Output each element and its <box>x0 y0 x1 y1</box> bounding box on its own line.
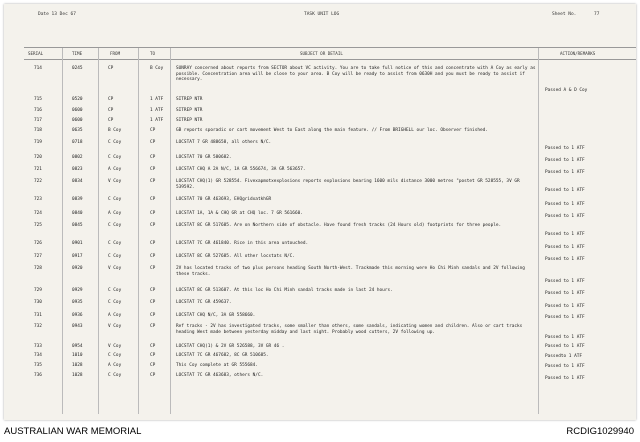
cell-to: CP <box>150 211 156 216</box>
cell-from: V Coy <box>108 324 122 329</box>
cell-time: 0520 <box>72 97 83 102</box>
cell-time: 0935 <box>72 300 83 305</box>
cell-from: A Coy <box>108 167 122 172</box>
cell-action: Passed to 1 ATF <box>545 202 585 207</box>
cell-subject: GB reports sporadic or cart movement West to East along the main feature. // From BRIGHELL our loc. Observer finished. <box>176 128 488 133</box>
cell-to: CP <box>150 179 156 184</box>
cell-subject: SITREP NTR <box>176 97 203 102</box>
col-header-time: TIME <box>72 51 83 56</box>
cell-subject: SITREP NTR <box>176 108 203 113</box>
cell-to: CP <box>150 363 156 368</box>
log-row <box>4 241 636 251</box>
cell-to: CP <box>150 288 156 293</box>
cell-action: Passed to 1 ATF <box>545 376 585 381</box>
footer-right: RCDIG1029940 <box>566 426 634 437</box>
cell-serial: 734 <box>34 353 42 358</box>
cell-serial: 725 <box>34 223 42 228</box>
cell-action: Passed to 1 ATF <box>545 315 585 320</box>
cell-action: Passed to 1 ATF <box>545 170 585 175</box>
cell-from: A Coy <box>108 313 122 318</box>
cell-from: C Coy <box>108 254 122 259</box>
header-rule-bottom <box>24 59 636 60</box>
cell-from: CP <box>108 66 114 71</box>
cell-time: 0600 <box>72 118 83 123</box>
cell-subject: SUNRAY concerned about reports from SECTOR about VC activity. You are to take full notice of this and concentrate with A Coy as early as possible. Concentration area will be close to your area. B Coy will be ready to assist from 0630H and you must be ready to assist if necessary. <box>176 66 536 83</box>
cell-to: CP <box>150 140 156 145</box>
cell-time: 0917 <box>72 254 83 259</box>
cell-from: C Coy <box>108 155 122 160</box>
cell-serial: 732 <box>34 324 42 329</box>
cell-to: CP <box>150 353 156 358</box>
cell-time: 0839 <box>72 197 83 202</box>
cell-to: CP <box>150 266 156 271</box>
cell-time: 0929 <box>72 288 83 293</box>
cell-time: 0718 <box>72 140 83 145</box>
cell-subject: LOCSTAT 70 GR 580682. <box>176 155 232 160</box>
col-header-subject: SUBJECT OR DETAIL <box>300 51 343 56</box>
log-row <box>4 211 636 221</box>
cell-from: V Coy <box>108 344 122 349</box>
cell-time: 0245 <box>72 66 83 71</box>
cell-from: CP <box>108 118 114 123</box>
log-row <box>4 167 636 177</box>
cell-subject: LOCSTAT CHQ A 2A N/C, 1A GR 556674, 3A GR 563657. <box>176 167 306 172</box>
cell-subject: LOCSTAT 1A, 1A & CHQ GR at CHQ loc. 7 GR 561660. <box>176 211 303 216</box>
cell-to: CP <box>150 324 156 329</box>
cell-to: 1 ATF <box>150 97 164 102</box>
log-row <box>4 140 636 150</box>
cell-serial: 716 <box>34 108 42 113</box>
cell-serial: 715 <box>34 97 42 102</box>
cell-time: 1028 <box>72 363 83 368</box>
cell-subject: LOCSTAT 7C GR 463683, others N/C. <box>176 373 264 378</box>
cell-from: A Coy <box>108 211 122 216</box>
cell-time: 0943 <box>72 324 83 329</box>
log-row <box>4 363 636 373</box>
cell-subject: LOCSTAT CHQ N/C, 3A GR 558660. <box>176 313 256 318</box>
cell-action: Passed to 1 ATF <box>545 188 585 193</box>
cell-subject: LOCSTAT 8C GR 513687. At this loc Ho Chi Minh sandal tracks made in last 24 hours. <box>176 288 393 293</box>
cell-action: Passed to 1 ATF <box>545 364 585 369</box>
log-row <box>4 300 636 310</box>
cell-from: C Coy <box>108 197 122 202</box>
sheet-number: 77 <box>594 12 600 17</box>
cell-action: Passed A & D Coy <box>545 88 588 93</box>
cell-subject: LOCSTAT 8C GR 517685. Are on Northern side of obstacle. Have found fresh tracks (24 Hours old) footprints for three people. <box>176 223 502 228</box>
log-sheet <box>4 4 636 420</box>
date-label: Date 13 Dec 67 <box>38 12 76 17</box>
col-header-from: FROM <box>110 51 121 56</box>
cell-action: Passed to 1 ATF <box>545 245 585 250</box>
cell-to: CP <box>150 300 156 305</box>
cell-from: C Coy <box>108 300 122 305</box>
cell-time: 0840 <box>72 211 83 216</box>
cell-action: Passed to 1 ATF <box>545 304 585 309</box>
log-row <box>4 108 636 118</box>
log-row <box>4 97 636 107</box>
cell-action: Passed to 1 ATF <box>545 257 585 262</box>
cell-action: Passed to 1 ATF <box>545 232 585 237</box>
cell-time: 0834 <box>72 179 83 184</box>
cell-from: B Coy <box>108 128 122 133</box>
cell-to: CP <box>150 313 156 318</box>
log-row <box>4 128 636 138</box>
cell-serial: 735 <box>34 363 42 368</box>
cell-action: Passed to 1 ATF <box>545 344 585 349</box>
log-row <box>4 373 636 383</box>
footer-left: AUSTRALIAN WAR MEMORIAL <box>4 426 142 437</box>
log-row <box>4 179 636 193</box>
cell-serial: 721 <box>34 167 42 172</box>
cell-to: CP <box>150 128 156 133</box>
cell-from: C Coy <box>108 241 122 246</box>
cell-serial: 728 <box>34 266 42 271</box>
cell-to: CP <box>150 254 156 259</box>
log-row <box>4 223 636 237</box>
cell-subject: Ref tracks - 2V has investigated tracks, some smaller than others, some sandals, indicating women and children. Also or cart tracks heading West made between yesterday midday and last night. Probably wood cutters, 2V following up. <box>176 324 523 335</box>
cell-subject: LOCSTAT 8C GR 527685. All other locstats N/C. <box>176 254 295 259</box>
cell-time: 0600 <box>72 108 83 113</box>
sheet-label: Sheet No. <box>552 12 577 17</box>
cell-time: 0954 <box>72 344 83 349</box>
cell-time: 0901 <box>72 241 83 246</box>
cell-action: Passed to 1 ATF <box>545 214 585 219</box>
cell-time: 0802 <box>72 155 83 160</box>
col-header-to: TO <box>150 51 156 56</box>
cell-to: 1 ATF <box>150 108 164 113</box>
cell-time: 0936 <box>72 313 83 318</box>
cell-action: Passed to 1 ATF <box>545 146 585 151</box>
cell-serial: 733 <box>34 344 42 349</box>
cell-to: CP <box>150 373 156 378</box>
cell-to: B Coy <box>150 66 164 71</box>
cell-time: 0845 <box>72 223 83 228</box>
log-row <box>4 288 636 298</box>
cell-to: CP <box>150 223 156 228</box>
cell-serial: 731 <box>34 313 42 318</box>
cell-to: CP <box>150 241 156 246</box>
log-row <box>4 324 636 340</box>
cell-to: CP <box>150 155 156 160</box>
cell-time: 1010 <box>72 353 83 358</box>
log-row <box>4 313 636 323</box>
cell-action: Passed to 1 ATF <box>545 279 585 284</box>
cell-serial: 722 <box>34 179 42 184</box>
cell-subject: LOCSTAT 7C GR 467682, 8C GR 510685. <box>176 353 269 358</box>
cell-subject: 2V has located tracks of two plus persons heading South North-West. Trackmade this morning were Ho Chi Minh sandals and 2V following these tracks. <box>176 266 525 277</box>
cell-serial: 730 <box>34 300 42 305</box>
header-rule-top <box>24 47 636 48</box>
cell-from: A Coy <box>108 363 122 368</box>
cell-serial: 714 <box>34 66 42 71</box>
cell-subject: LOCSTAT CHQ(1) GR 528554. Fivexapmotxexplosions reports explosions bearing 1600 mils distance 3000 metres "postet GR 528555, 3V GR 539592. <box>176 179 520 190</box>
log-row <box>4 66 636 93</box>
cell-subject: SITREP NTR <box>176 118 203 123</box>
cell-serial: 727 <box>34 254 42 259</box>
log-row <box>4 197 636 207</box>
cell-subject: LOCSTAT 70 GR 463693, EHQgridxatkhGR <box>176 197 272 202</box>
cell-serial: 724 <box>34 211 42 216</box>
cell-serial: 723 <box>34 197 42 202</box>
log-row <box>4 254 636 264</box>
cell-from: C Coy <box>108 288 122 293</box>
cell-from: V Coy <box>108 266 122 271</box>
cell-to: 1 ATF <box>150 118 164 123</box>
cell-serial: 718 <box>34 128 42 133</box>
log-row <box>4 266 636 284</box>
cell-subject: LOCSTAT 7C GR 461840. Rice in this area untouched. <box>176 241 309 246</box>
cell-action: Passedto 1 ATF <box>545 354 583 359</box>
cell-serial: 720 <box>34 155 42 160</box>
cell-time: 1028 <box>72 373 83 378</box>
cell-serial: 717 <box>34 118 42 123</box>
cell-subject: This Coy complete at GR 555684. <box>176 363 258 368</box>
log-row <box>4 155 636 165</box>
cell-from: V Coy <box>108 179 122 184</box>
cell-to: CP <box>150 344 156 349</box>
cell-serial: 719 <box>34 140 42 145</box>
cell-action: Passed to 1 ATF <box>545 158 585 163</box>
cell-subject: LOCSTAT 7C GR 459637. <box>176 300 232 305</box>
cell-from: C Coy <box>108 353 122 358</box>
cell-from: CP <box>108 97 114 102</box>
cell-serial: 736 <box>34 373 42 378</box>
cell-action: Passed to 1 ATF <box>545 291 585 296</box>
cell-action: Passed to 1 ATF <box>545 335 585 340</box>
log-row <box>4 353 636 363</box>
unit-title: TASK UNIT LOG <box>304 12 340 17</box>
cell-from: C Coy <box>108 140 122 145</box>
cell-serial: 729 <box>34 288 42 293</box>
col-header-action: ACTION/REMARKS <box>560 51 596 56</box>
cell-serial: 726 <box>34 241 42 246</box>
col-header-serial: SERIAL <box>28 51 44 56</box>
cell-from: C Coy <box>108 373 122 378</box>
cell-to: CP <box>150 197 156 202</box>
cell-time: 0635 <box>72 128 83 133</box>
cell-subject: LOCSTAT CHQ(1) & 2V GR 526588, 3V GR 46 . <box>176 344 285 349</box>
cell-to: CP <box>150 167 156 172</box>
cell-from: CP <box>108 108 114 113</box>
cell-time: 0920 <box>72 266 83 271</box>
cell-subject: LOCSTAT 7 GR 488658, all others N/C. <box>176 140 272 145</box>
cell-from: C Coy <box>108 223 122 228</box>
log-row <box>4 118 636 128</box>
cell-time: 0823 <box>72 167 83 172</box>
